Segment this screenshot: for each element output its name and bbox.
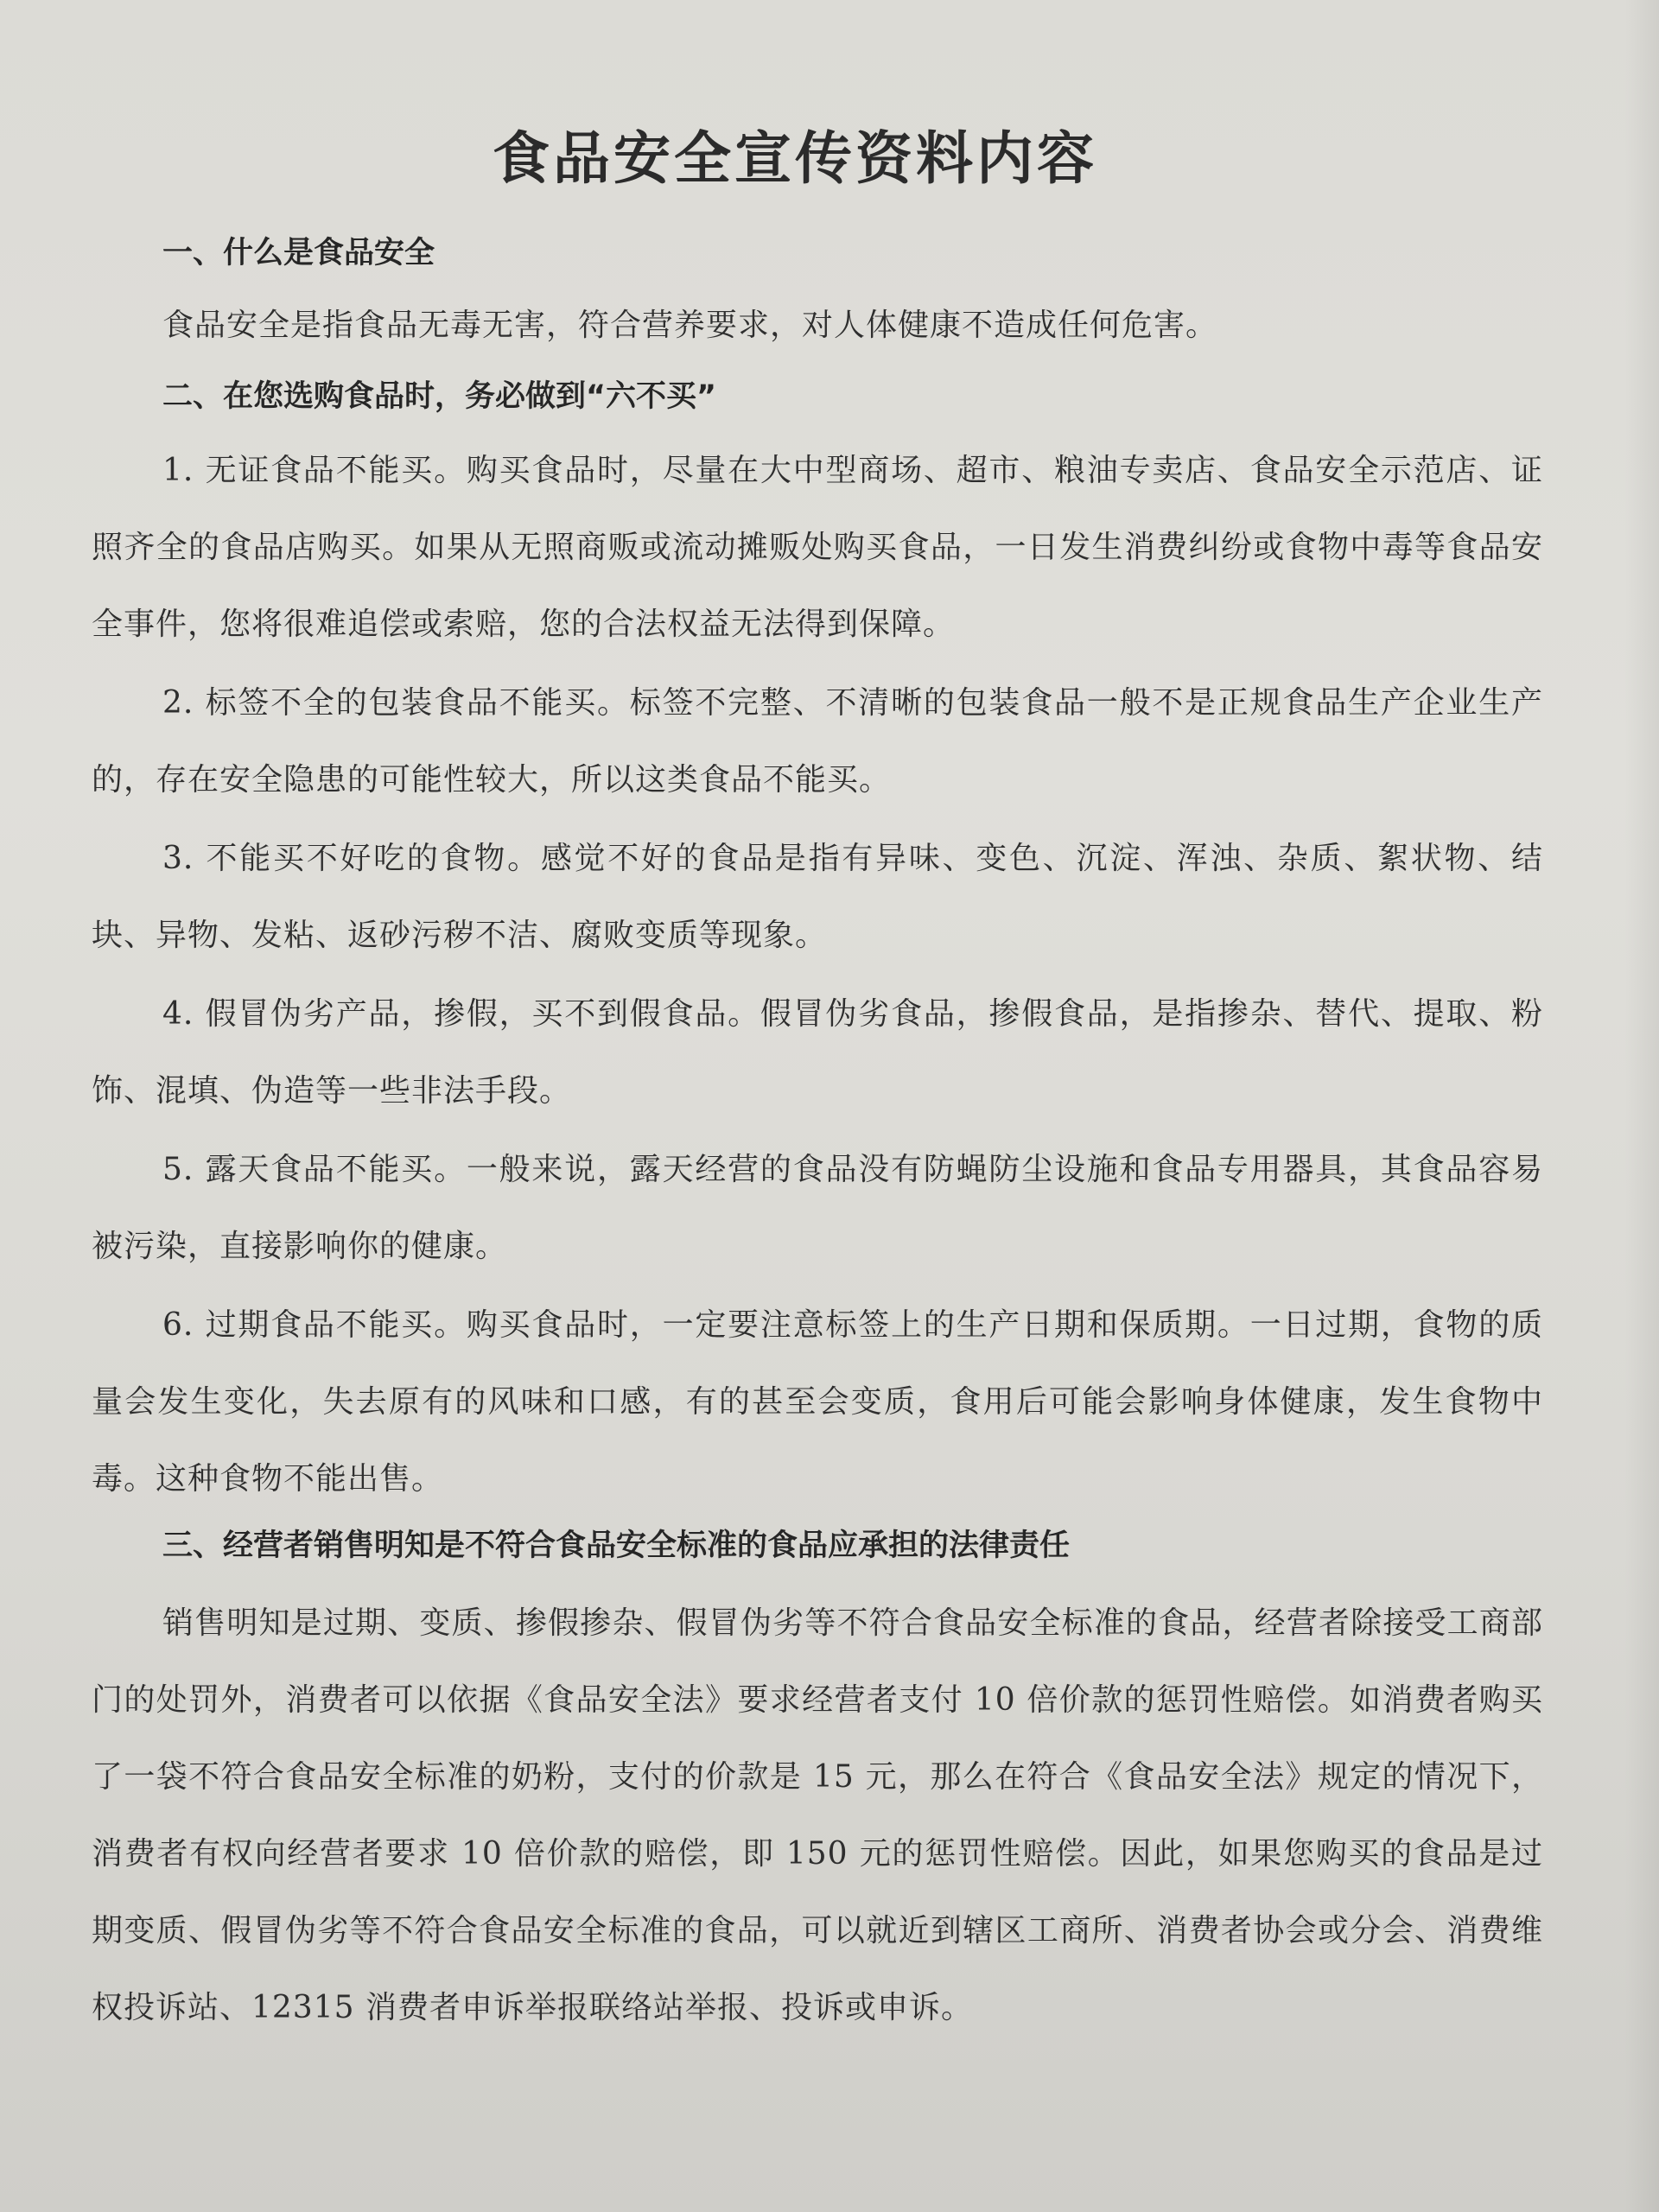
section-heading-six-dont-buy: 二、在您选购食品时，务必做到“六不买” (162, 379, 717, 414)
document-title: 食品安全宣传资料内容 (493, 124, 1097, 192)
list-item-incomplete-label: 2. 标签不全的包装食品不能买。标签不完整、不清晰的包装食品一般不是正规食品生产企业生产的，存在安全隐患的可能性较大，所以这类食品不能买。 (92, 685, 1543, 798)
list-item-unlicensed-food: 1. 无证食品不能买。购买食品时，尽量在大中型商场、超市、粮油专卖店、食品安全示范店、证照齐全的食品店购买。如果从无照商贩或流动摊贩处购买食品，一日发生消费纠纷或食物中毒等食品安全事件，您将很难追偿或索赔，您的合法权益无法得到保障。 (92, 453, 1543, 642)
section-heading-what-is-food-safety: 一、什么是食品安全 (162, 236, 435, 270)
paragraph-legal-liability: 销售明知是过期、变质、掺假掺杂、假冒伪劣等不符合食品安全标准的食品，经营者除接受工商部门的处罚外，消费者可以依据《食品安全法》要求经营者支付 10 倍价款的惩罚性赔偿。如消费者购买了一袋不符合食品安全标准的奶粉，支付的价款是 15 元，那么在符合《食品安全法》规定的情况下，消费者有权向经营者要求 10 倍价款的赔偿，即 150 元的惩罚性赔偿。因此，如果您购买的食品是过期变质、假冒伪劣等不符合食品安全标准的食品，可以就近到辖区工商所、消费者协会或分会、消费维权投诉站、12315 消费者申诉举报联络站举报、投诉或申诉。 (92, 1605, 1543, 2025)
document-body (92, 226, 1543, 2046)
paragraph-definition: 食品安全是指食品无毒无害，符合营养要求，对人体健康不造成任何危害。 (162, 308, 1218, 343)
list-item-expired-food: 6. 过期食品不能买。购买食品时，一定要注意标签上的生产日期和保质期。一日过期，食物的质量会发生变化，失去原有的风味和口感，有的甚至会变质，食用后可能会影响身体健康，发生食物中毒。这种食物不能出售。 (92, 1307, 1543, 1497)
page-edge-shadow (1624, 0, 1659, 2212)
list-item-counterfeit: 4. 假冒伪劣产品，掺假，买不到假食品。假冒伪劣食品，掺假食品，是指掺杂、替代、提取、粉饰、混填、伪造等一些非法手段。 (92, 996, 1543, 1109)
list-item-bad-taste: 3. 不能买不好吃的食物。感觉不好的食品是指有异味、变色、沉淀、浑浊、杂质、絮状物、结块、异物、发粘、返砂污秽不洁、腐败变质等现象。 (92, 841, 1543, 953)
section-heading-legal-liability: 三、经营者销售明知是不符合食品安全标准的食品应承担的法律责任 (162, 1529, 1071, 1563)
list-item-open-air-food: 5. 露天食品不能买。一般来说，露天经营的食品没有防蝇防尘设施和食品专用器具，其食品容易被污染，直接影响你的健康。 (92, 1152, 1543, 1264)
